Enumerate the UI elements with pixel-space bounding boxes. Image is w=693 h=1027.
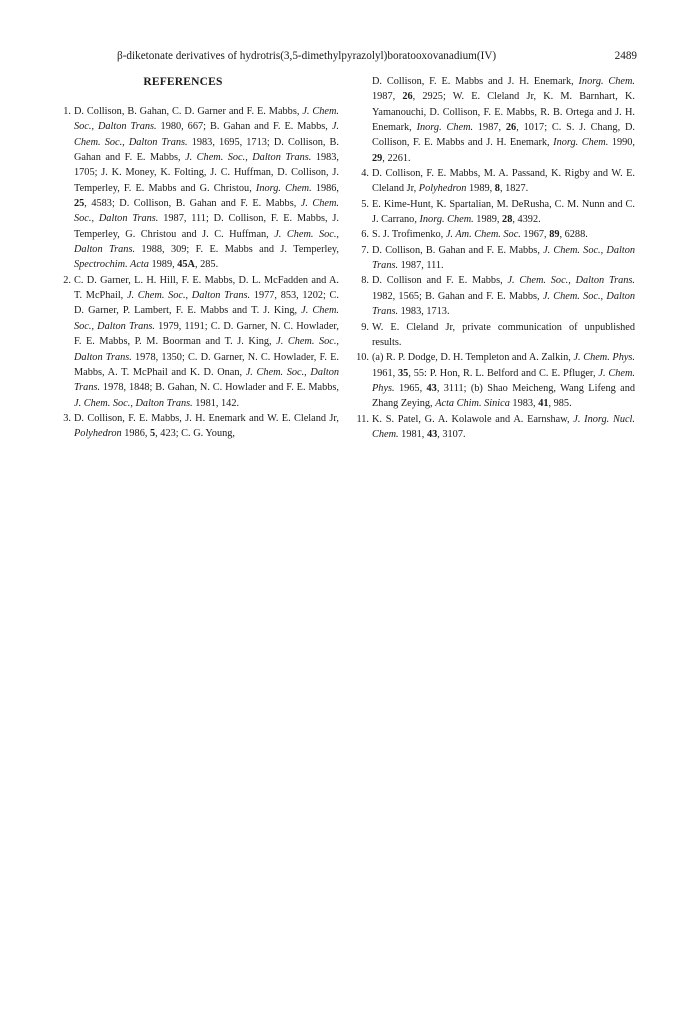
reference-11 [353,412,635,443]
reference-number: 7. [361,244,369,256]
citation-text: 1989, [148,259,178,271]
journal-name: J. Chem. Soc., Dalton Trans. [507,275,636,287]
reference-10 [353,350,635,411]
reference-number: 10. [356,352,369,364]
journal-name: J. Chem. Soc., Dalton Trans. [74,106,339,133]
journal-name: J. Chem. Soc., Dalton Trans. [185,152,312,164]
citation-text: , 985. [548,398,572,410]
citation-text: 1983, [509,398,539,410]
reference-text [74,106,339,270]
citation-text: , 423; C. G. Young, [155,428,235,440]
citation-text: 1981, 142. [192,397,240,409]
volume-number: 43 [426,428,438,440]
citation-text: , 55: P. Hon, R. L. Belford and C. E. Pfluger, [408,367,599,379]
journal-name: J. Chem. Soc., Dalton Trans. [372,290,635,318]
volume-number: 45A [177,259,195,271]
reference-number: 4. [361,168,369,180]
page-number: 2489 [614,50,637,62]
citation-text: E. Kime-Hunt, K. Spartalian, M. DeRusha, C. M. Nunn and C. J. Carrano, [372,198,635,226]
journal-name: J. Chem. Phys. [573,352,636,364]
citation-text: D. Collison, B. Gahan and F. E. Mabbs, [372,244,544,256]
citation-text: 1967, [520,229,550,241]
journal-name: J. Am. Chem. Soc. [445,229,521,241]
citation-text: 1987, 111. [398,260,444,272]
citation-text: D. Collison, F. E. Mabbs, J. H. Enemark and W. E. Cleland Jr, [74,412,339,424]
citation-text: 1965, [394,382,427,394]
citation-text: 1987, 111; D. Collison, F. E. Mabbs, J. Temperley, G. Christou and J. C. Huffman, [74,213,339,240]
volume-number: 26 [402,91,413,103]
volume-number: 26 [505,122,517,134]
journal-name: J. Chem. Soc., Dalton Trans. [74,305,339,332]
reference-text [74,413,339,439]
volume-number: 25 [74,198,85,210]
journal-name: Polyhedron [74,428,122,440]
citation-text: W. E. Cleland Jr, private communication of unpublished results. [372,321,635,348]
journal-name: J. Chem. Soc., Dalton Trans. [74,336,339,363]
running-head [117,48,637,64]
references-heading: REFERENCES [143,76,223,88]
volume-number: 43 [426,382,437,394]
citation-text: K. S. Patel, G. A. Kolawole and A. Earnshaw, [372,413,574,425]
citation-text: , 3107. [437,428,466,440]
journal-name: J. Chem. Phys. [372,367,635,394]
reference-3 [57,411,339,442]
reference-4 [353,166,635,197]
journal-name: J. Chem. Soc., Dalton Trans. [126,290,251,302]
citation-text: D. Collison, B. Gahan, C. D. Garner and F. E. Mabbs, [74,106,303,117]
journal-name: J. Chem. Soc., Dalton Trans. [74,121,339,148]
reference-6 [353,227,635,242]
journal-name: J. Chem. Soc., Dalton Trans. [74,228,339,256]
citation-text: 1986, [311,182,339,194]
citation-text: 1983, 1695, 1713; D. Collison, B. Gahan and F. E. Mabbs, [74,136,340,164]
citation-text: 1988, 309; F. E. Mabbs and J. Temperley, [135,244,339,256]
volume-number: 41 [538,398,549,410]
volume-number: 5 [150,428,156,440]
citation-text: , 1017; C. S. J. Chang, D. Collison, F. E. Mabbs and J. H. Enemark, [372,122,635,149]
volume-number: 35 [398,367,409,379]
citation-text: 1979, 1191; C. D. Garner, N. C. Howlader, F. E. Mabbs, P. M. Boorman and T. J. King, [74,320,339,348]
citation-text: , 4392. [512,214,541,226]
reference-7 [353,243,635,274]
citation-text: D. Collison, F. E. Mabbs, M. A. Passand, K. Rigby and W. E. Cleland Jr, [372,168,635,195]
citation-text: C. D. Garner, L. H. Hill, F. E. Mabbs, D. L. McFadden and A. T. McPhail, [74,274,339,302]
reference-9 [353,320,635,351]
citation-text: 1989, [473,214,503,226]
citation-text: 1983, 1713. [398,306,450,318]
journal-name: J. Chem. Soc., Dalton Trans. [74,397,193,409]
running-title: β-diketonate derivatives of hydrotris(3,5-dimethylpyrazolyl)boratooxovanadium(IV) [117,50,497,62]
citation-text: 1982, 1565; B. Gahan and F. E. Mabbs, [372,290,543,302]
citation-text: , 285. [194,259,219,271]
reference-text [372,414,635,440]
reference-text [372,229,588,240]
journal-name: J. Chem. Soc., Dalton Trans. [74,198,339,225]
reference-text [372,352,635,409]
reference-number: 11. [356,413,369,425]
citation-text: 1986, [121,428,150,440]
reference-text [372,168,635,194]
reference-text [372,322,635,348]
citation-text: 1978, 1350; C. D. Garner, N. C. Howlader, F. E. Mabbs, A. T. McPhail and K. D. Onan, [74,351,339,378]
volume-number: 28 [502,214,513,226]
citation-text: 1989, [466,183,495,195]
citation-text: 1980, 667; B. Gahan and F. E. Mabbs, [156,121,332,133]
citation-text: 1987, [473,122,506,134]
citation-text: 1977, 853, 1202; C. D. Garner, P. Lambert, F. E. Mabbs and T. J. King, [74,290,339,317]
reference-1 [57,104,339,273]
citation-text: 1978, 1848; B. Gahan, N. C. Howlader and F. E. Mabbs, [100,382,339,394]
citation-text: , 4583; D. Collison, B. Gahan and F. E. Mabbs, [84,198,301,210]
reference-number: 5. [361,198,369,210]
volume-number: 8 [494,183,500,195]
journal-name: Polyhedron [418,183,467,195]
journal-name: J. Inorg. Nucl. Chem. [372,413,635,440]
reference-3-continued [353,74,635,166]
journal-name: Inorg. Chem. [578,76,635,87]
reference-number: 8. [361,275,369,287]
citation-text: , 1827. [499,183,529,195]
reference-number: 6. [361,229,369,241]
journal-name: Spectrochim. Acta [74,259,149,271]
reference-number: 3. [63,412,71,424]
journal-name: Inorg. Chem. [553,137,609,149]
right-column [353,74,635,442]
volume-number: 29 [372,152,383,164]
reference-number: 1. [63,106,71,117]
journal-name: Inorg. Chem. [419,214,474,226]
citation-text: 1983, 1705; J. K. Money, K. Folting, J. C. Huffman, D. Collison, J. Temperley, F. E. Mabbs and G. Christou, [74,152,339,194]
reference-number: 9. [361,321,369,333]
citation-text: , 2925; W. E. Cleland Jr, K. M. Barnhart, K. Yamanouchi, D. Collison, F. E. Mabbs, R. B. Ortega and J. H. Enemark, [372,91,635,134]
reference-text [372,275,635,317]
reference-text [372,199,635,225]
journal-name: Inorg. Chem. [255,182,312,194]
reference-text [74,275,339,409]
reference-number: 2. [63,274,71,286]
citation-text: , 2261. [382,152,411,164]
journal-name: J. Chem. Soc., Dalton Trans. [74,366,339,394]
citation-text: 1981, [398,428,427,440]
volume-number: 89 [549,229,560,241]
reference-2 [57,273,339,411]
journal-name: Inorg. Chem. [416,122,474,134]
citation-text: , 3111; (b) Shao Meicheng, Wang Lifeng and Zhang Zeying, [372,382,635,410]
journal-name: Acta Chim. Sinica [435,398,510,410]
citation-text: D. Collison, F. E. Mabbs and J. H. Enemark, [372,76,579,87]
citation-text: (a) R. P. Dodge, D. H. Templeton and A. Zalkin, [372,352,574,364]
citation-text: S. J. Trofimenko, [372,229,446,241]
citation-text: , 6288. [559,229,588,241]
reference-text [372,245,635,271]
reference-text [372,76,635,164]
citation-text: 1987, [372,91,403,103]
journal-name: J. Chem. Soc., Dalton Trans. [372,244,635,272]
citation-text: D. Collison and F. E. Mabbs, [372,275,508,287]
left-column [57,74,339,442]
citation-text: 1990, [608,137,636,149]
reference-5 [353,197,635,228]
citation-text: 1961, [372,367,399,379]
reference-8 [353,273,635,319]
